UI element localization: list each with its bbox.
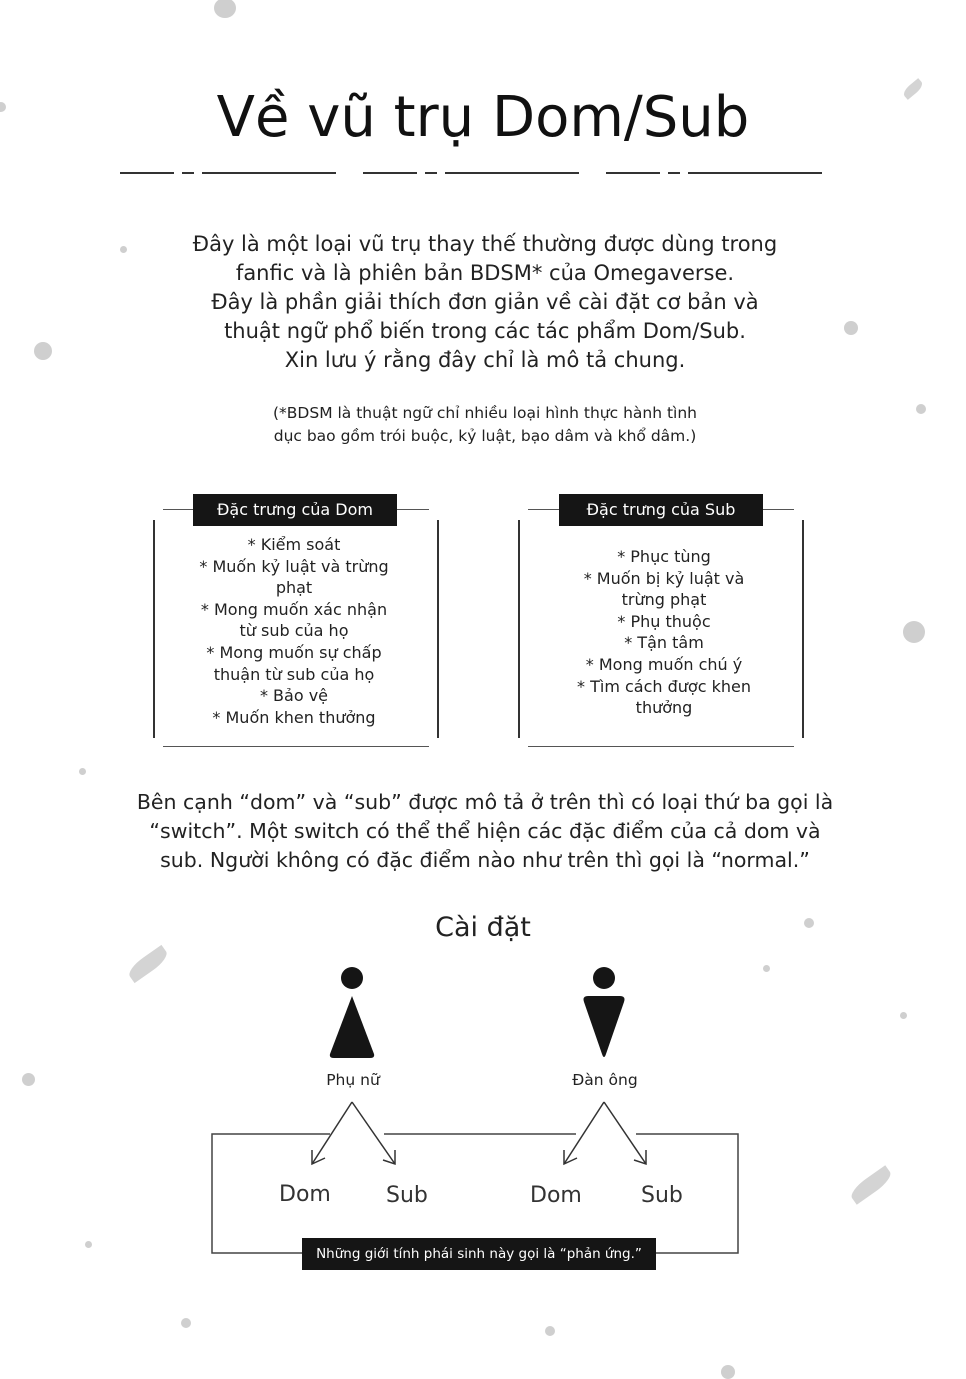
snow-dot [903, 621, 925, 643]
intro-line: fanfic và là phiên bản BDSM* của Omegaverse. [235, 261, 735, 285]
title-divider-segment [425, 172, 437, 174]
title-divider-segment [182, 172, 194, 174]
switch-line: “switch”. Một switch có thể thể hiện các đặc điểm của cả dom và [149, 819, 821, 843]
sub-box-heading: Đặc trưng của Sub [559, 494, 763, 526]
reaction-banner: Những giới tính phái sinh này gọi là “phản ứng.” [302, 1238, 656, 1270]
dom-trait: từ sub của họ [239, 621, 349, 641]
female-label: Phụ nữ [326, 1071, 380, 1089]
sub-trait: thưởng [635, 698, 693, 718]
sub-trait: * Phục tùng [617, 547, 711, 566]
snow-dot [34, 342, 52, 360]
sub-trait: * Muốn bị kỷ luật và [583, 568, 745, 588]
title-divider-segment [445, 172, 579, 174]
bdsm-footnote [200, 402, 770, 448]
switch-line: sub. Người không có đặc điểm nào như trên thì gọi là “normal.” [160, 848, 810, 872]
male-sub-label: Sub [641, 1183, 683, 1208]
snow-dot [181, 1318, 191, 1328]
sub-trait: trừng phạt [621, 590, 707, 610]
female-figure-icon [330, 967, 374, 1058]
male-figure-icon [584, 967, 625, 1057]
female-branch-arrows [312, 1102, 395, 1164]
intro-line: Xin lưu ý rằng đây chỉ là mô tả chung. [284, 348, 686, 372]
male-label: Đàn ông [572, 1071, 638, 1089]
sub-trait: * Tận tâm [624, 633, 704, 653]
dom-trait: * Bảo vệ [259, 686, 329, 706]
dom-trait: * Muốn khen thưởng [212, 707, 376, 727]
sub-trait: * Mong muốn chú ý [585, 654, 743, 674]
footnote-line: (*BDSM là thuật ngữ chỉ nhiều loại hình thực hành tình [272, 404, 698, 422]
dom-box-heading: Đặc trưng của Dom [193, 494, 397, 526]
title-divider-segment [120, 172, 174, 174]
page-title: Về vũ trụ Dom/Sub [216, 85, 750, 150]
title-divider-segment [668, 172, 680, 174]
title-divider-segment [606, 172, 660, 174]
dom-trait: * Muốn kỷ luật và trừng [199, 556, 389, 576]
dom-trait: phạt [275, 578, 313, 598]
switch-paragraph [120, 788, 850, 875]
intro-line: Đây là phần giải thích đơn giản về cài đặt cơ bản và [211, 290, 759, 314]
male-branch-arrows [564, 1102, 646, 1164]
switch-line: Bên cạnh “dom” và “sub” được mô tả ở trên thì có loại thứ ba gọi là [136, 790, 834, 814]
title-divider-segment [202, 172, 336, 174]
snow-dot [79, 768, 86, 775]
snow-dot [916, 404, 926, 414]
dom-trait: * Kiểm soát [247, 535, 341, 554]
sub-box-list [528, 546, 800, 719]
snow-dot [214, 0, 236, 18]
intro-line: thuật ngữ phổ biến trong các tác phẩm Dom/Sub. [224, 319, 746, 343]
female-dom-label: Dom [279, 1182, 331, 1207]
snow-dot [545, 1326, 555, 1336]
setup-diagram [0, 960, 966, 1280]
setup-heading: Cài đặt [435, 912, 531, 943]
title-divider-segment [363, 172, 417, 174]
female-sub-label: Sub [386, 1183, 428, 1208]
sub-box-bottom-line [528, 746, 794, 747]
dom-trait: * Mong muốn sự chấp [206, 642, 382, 662]
dom-trait: thuận từ sub của họ [213, 664, 375, 684]
sub-trait: * Phụ thuộc [617, 611, 711, 631]
intro-paragraph [120, 230, 850, 375]
sub-trait: * Tìm cách được khen [577, 676, 751, 696]
male-dom-label: Dom [530, 1183, 582, 1208]
title-divider-segment [688, 172, 822, 174]
footnote-line: dục bao gồm trói buộc, kỷ luật, bạo dâm và khổ dâm.) [273, 427, 697, 445]
dom-trait: * Mong muốn xác nhận [200, 599, 388, 619]
intro-line: Đây là một loại vũ trụ thay thế thường được dùng trong [192, 232, 778, 256]
dom-box-bottom-line [163, 746, 429, 747]
dom-box-list [163, 534, 425, 728]
